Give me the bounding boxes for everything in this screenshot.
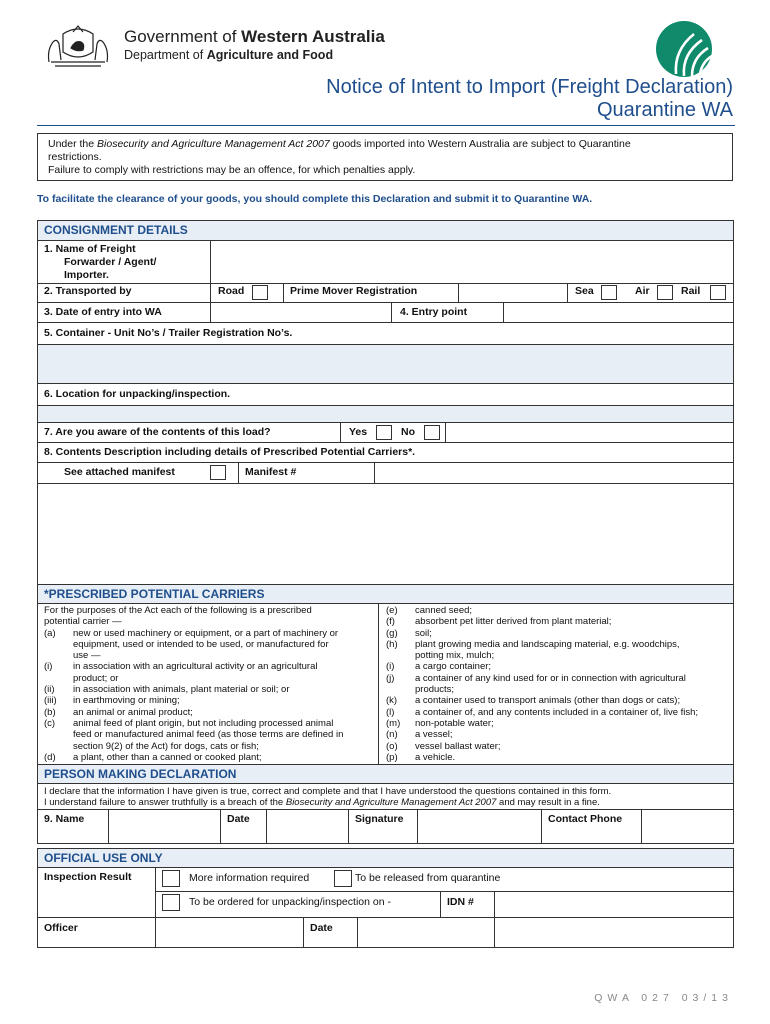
carrier-item-text: plant growing media and landscaping material, e.g. woodchips, potting mix, mulch; xyxy=(415,638,680,662)
prime-mover-label: Prime Mover Registration xyxy=(290,285,418,297)
carrier-item-key: (iii) xyxy=(44,695,57,707)
carrier-item-text: an animal or animal product; xyxy=(73,706,193,718)
carrier-item-text: canned seed; xyxy=(415,605,473,616)
carrier-item-key: (n) xyxy=(386,729,398,741)
contact-phone-input[interactable] xyxy=(642,810,733,843)
carrier-item-text: in earthmoving or mining; xyxy=(73,695,180,707)
carrier-item-text: in association with an agricultural activity or an agricultural product; or xyxy=(73,661,318,684)
carrier-item xyxy=(386,616,731,627)
intro-line-1: Under the Biosecurity and Agriculture Management Act 2007 goods imported into Western Australia are subject to Quarantine xyxy=(48,138,631,150)
intro-line-2: restrictions. xyxy=(48,151,102,163)
air-label: Air xyxy=(635,285,650,297)
carrier-item-text: vessel ballast water; xyxy=(415,740,501,752)
department-logo-icon xyxy=(654,20,714,78)
carrier-item xyxy=(386,628,731,639)
q8-label: 8. Contents Description including details of Prescribed Potential Carriers*. xyxy=(44,446,416,458)
carrier-item-key: (i) xyxy=(44,661,53,673)
carrier-item-key: (d) xyxy=(44,751,56,763)
carrier-item-text: a vessel; xyxy=(415,729,453,741)
sea-label: Sea xyxy=(575,285,594,297)
carrier-item xyxy=(44,752,374,763)
carrier-item-key: (e) xyxy=(386,605,398,616)
carrier-item xyxy=(44,707,374,718)
carrier-item xyxy=(386,718,731,729)
carrier-item-text: a container of, and any contents included in a container of, live fish; xyxy=(415,706,699,718)
idn-label: IDN # xyxy=(447,896,474,908)
carrier-item xyxy=(386,661,731,672)
header-rule xyxy=(37,125,735,126)
carrier-item-key: (c) xyxy=(44,717,56,729)
no-checkbox[interactable] xyxy=(424,425,440,440)
carrier-item-text: a container used to transport animals (other than dogs or cats); xyxy=(415,695,681,707)
carriers-right-list xyxy=(386,605,731,763)
carrier-item-text: a plant, other than a canned or cooked plant; xyxy=(73,751,262,763)
carrier-item-text: absorbent pet litter derived from plant material; xyxy=(415,616,612,628)
carrier-item-text: non-potable water; xyxy=(415,717,494,729)
wa-coat-of-arms-icon xyxy=(43,22,113,70)
declarant-name-input[interactable] xyxy=(109,810,219,843)
consignment-heading: CONSIGNMENT DETAILS xyxy=(44,223,188,237)
official-date-label: Date xyxy=(310,922,333,934)
carrier-item-key: (b) xyxy=(44,706,56,718)
q1-label: 1. Name of Freight Forwarder / Agent/ Importer. xyxy=(44,243,157,281)
official-date-input[interactable] xyxy=(358,918,494,947)
carrier-item-key: (l) xyxy=(386,706,395,718)
signature-label: Signature xyxy=(355,813,404,825)
sea-checkbox[interactable] xyxy=(601,285,617,300)
carrier-item-key: (h) xyxy=(386,638,398,650)
see-manifest-label: See attached manifest xyxy=(64,466,175,478)
carrier-item-text: a vehicle. xyxy=(415,751,456,763)
entry-date-input[interactable] xyxy=(211,303,391,321)
official-use-heading: OFFICIAL USE ONLY xyxy=(44,851,163,865)
carrier-item-key: (o) xyxy=(386,740,398,752)
name-label: 9. Name xyxy=(44,813,85,825)
carriers-heading: *PRESCRIBED POTENTIAL CARRIERS xyxy=(44,587,265,601)
ordered-checkbox[interactable] xyxy=(162,894,180,911)
carrier-item-key: (i) xyxy=(386,661,395,673)
government-name: Government of Western Australia xyxy=(124,27,385,46)
carrier-item xyxy=(44,628,374,662)
intro-box xyxy=(37,133,733,181)
declaration-date-input[interactable] xyxy=(267,810,347,843)
road-label: Road xyxy=(218,285,245,297)
contents-description-input[interactable] xyxy=(38,484,733,584)
officer-label: Officer xyxy=(44,922,78,934)
carrier-item-key: (f) xyxy=(386,616,395,628)
carrier-item xyxy=(44,684,374,695)
manifest-number-input[interactable] xyxy=(375,463,733,482)
yes-checkbox[interactable] xyxy=(376,425,392,440)
unpacking-location-input[interactable] xyxy=(38,406,733,422)
inspection-result-label: Inspection Result xyxy=(44,871,132,883)
freight-forwarder-input[interactable] xyxy=(211,241,733,282)
entry-point-input[interactable] xyxy=(504,303,733,321)
q2-label: 2. Transported by xyxy=(44,285,132,297)
carrier-item-key: (a) xyxy=(44,627,56,639)
carrier-item xyxy=(386,695,731,706)
q7-label: 7. Are you aware of the contents of this load? xyxy=(44,426,271,438)
more-info-label: More information required xyxy=(189,872,310,884)
carrier-item-text: new or used machinery or equipment, or a part of machinery or equipment, used or intended to be used, or manufactured for use — xyxy=(73,627,339,662)
q6-label: 6. Location for unpacking/inspection. xyxy=(44,388,231,400)
carrier-item-key: (p) xyxy=(386,751,398,763)
prime-mover-input[interactable] xyxy=(459,284,567,301)
q4-label: 4. Entry point xyxy=(400,306,468,318)
carrier-item-key: (k) xyxy=(386,695,398,707)
road-checkbox[interactable] xyxy=(252,285,268,300)
declaration-text: I declare that the information I have given is true, correct and complete and that I have understood the questions contained in this form. I understand failure to answer truthfully is a breach of the Biosecurity and Agriculture Management Act 2007 and may result in a fine. xyxy=(44,786,612,809)
signature-input[interactable] xyxy=(418,810,540,843)
carriers-left-list: For the purposes of the Act each of the following is a prescribed potential carrier — (a) new or used machinery or equipment, or a part of machinery or equipment, used or intended to be used, or manufactured for use — (i) in association with an agricultural activity or an agricultural product; or (ii) in association with animals, plant material or soil; or (iii) in earthmoving or mining; (b) an animal or animal product; (c) animal feed of plant origin, but not including processed animal feed or manufactured animal feed (as those terms are defined in section 9(2) of the Act) for dogs, cats or fish; (d) a plant, other than a canned or cooked plant; xyxy=(44,605,374,763)
contact-phone-label: Contact Phone xyxy=(548,813,623,825)
see-manifest-checkbox[interactable] xyxy=(210,465,226,480)
carrier-item-text: a container of any kind used for or in connection with agricultural products; xyxy=(415,672,686,696)
declaration-date-label: Date xyxy=(227,813,250,825)
carrier-item xyxy=(386,741,731,752)
department-name: Department of Agriculture and Food xyxy=(124,48,334,62)
intro-line-3: Failure to comply with restrictions may be an offence, for which penalties apply. xyxy=(48,164,416,176)
idn-input[interactable] xyxy=(495,892,733,916)
carrier-item xyxy=(44,718,374,752)
carrier-item xyxy=(386,639,731,662)
air-checkbox[interactable] xyxy=(657,285,673,300)
form-code: QWA 027 03/13 xyxy=(594,992,733,1004)
carrier-item xyxy=(386,673,731,696)
released-label: To be released from quarantine xyxy=(355,872,501,884)
q3-label: 3. Date of entry into WA xyxy=(44,306,162,318)
carrier-item-text: in association with animals, plant material or soil; or xyxy=(73,684,290,696)
carrier-item xyxy=(44,695,374,706)
officer-input[interactable] xyxy=(156,918,303,947)
carrier-item-text: a cargo container; xyxy=(415,661,492,673)
ordered-label: To be ordered for unpacking/inspection on - xyxy=(189,896,391,908)
carrier-item xyxy=(44,661,374,684)
carrier-item-key: (g) xyxy=(386,627,398,639)
carrier-item-text: animal feed of plant origin, but not including processed animal feed or manufactured animal feed (as those terms are defined in section 9(2) of the Act) for dogs, cats or fish; xyxy=(73,717,344,752)
submission-note: To facilitate the clearance of your goods, you should complete this Declaration and submit it to Quarantine WA. xyxy=(37,193,593,205)
q5-label: 5. Container - Unit No’s / Trailer Registration No’s. xyxy=(44,327,293,339)
container-numbers-input[interactable] xyxy=(38,345,733,383)
carrier-item-text: soil; xyxy=(415,627,432,639)
carrier-item-key: (ii) xyxy=(44,684,55,696)
form-subtitle: Quarantine WA xyxy=(597,99,733,121)
carrier-item-key: (j) xyxy=(386,672,395,684)
carrier-item xyxy=(386,605,731,616)
carrier-item xyxy=(386,707,731,718)
no-label: No xyxy=(401,426,415,438)
form-title: Notice of Intent to Import (Freight Declaration) xyxy=(326,76,733,98)
yes-label: Yes xyxy=(349,426,368,438)
carrier-item-key: (m) xyxy=(386,717,401,729)
manifest-number-label: Manifest # xyxy=(245,466,297,478)
carrier-item xyxy=(386,752,731,763)
rail-checkbox[interactable] xyxy=(710,285,726,300)
rail-label: Rail xyxy=(681,285,701,297)
more-info-checkbox[interactable] xyxy=(162,870,180,887)
declaration-heading: PERSON MAKING DECLARATION xyxy=(44,767,237,781)
carrier-item xyxy=(386,729,731,740)
released-checkbox[interactable] xyxy=(334,870,352,887)
